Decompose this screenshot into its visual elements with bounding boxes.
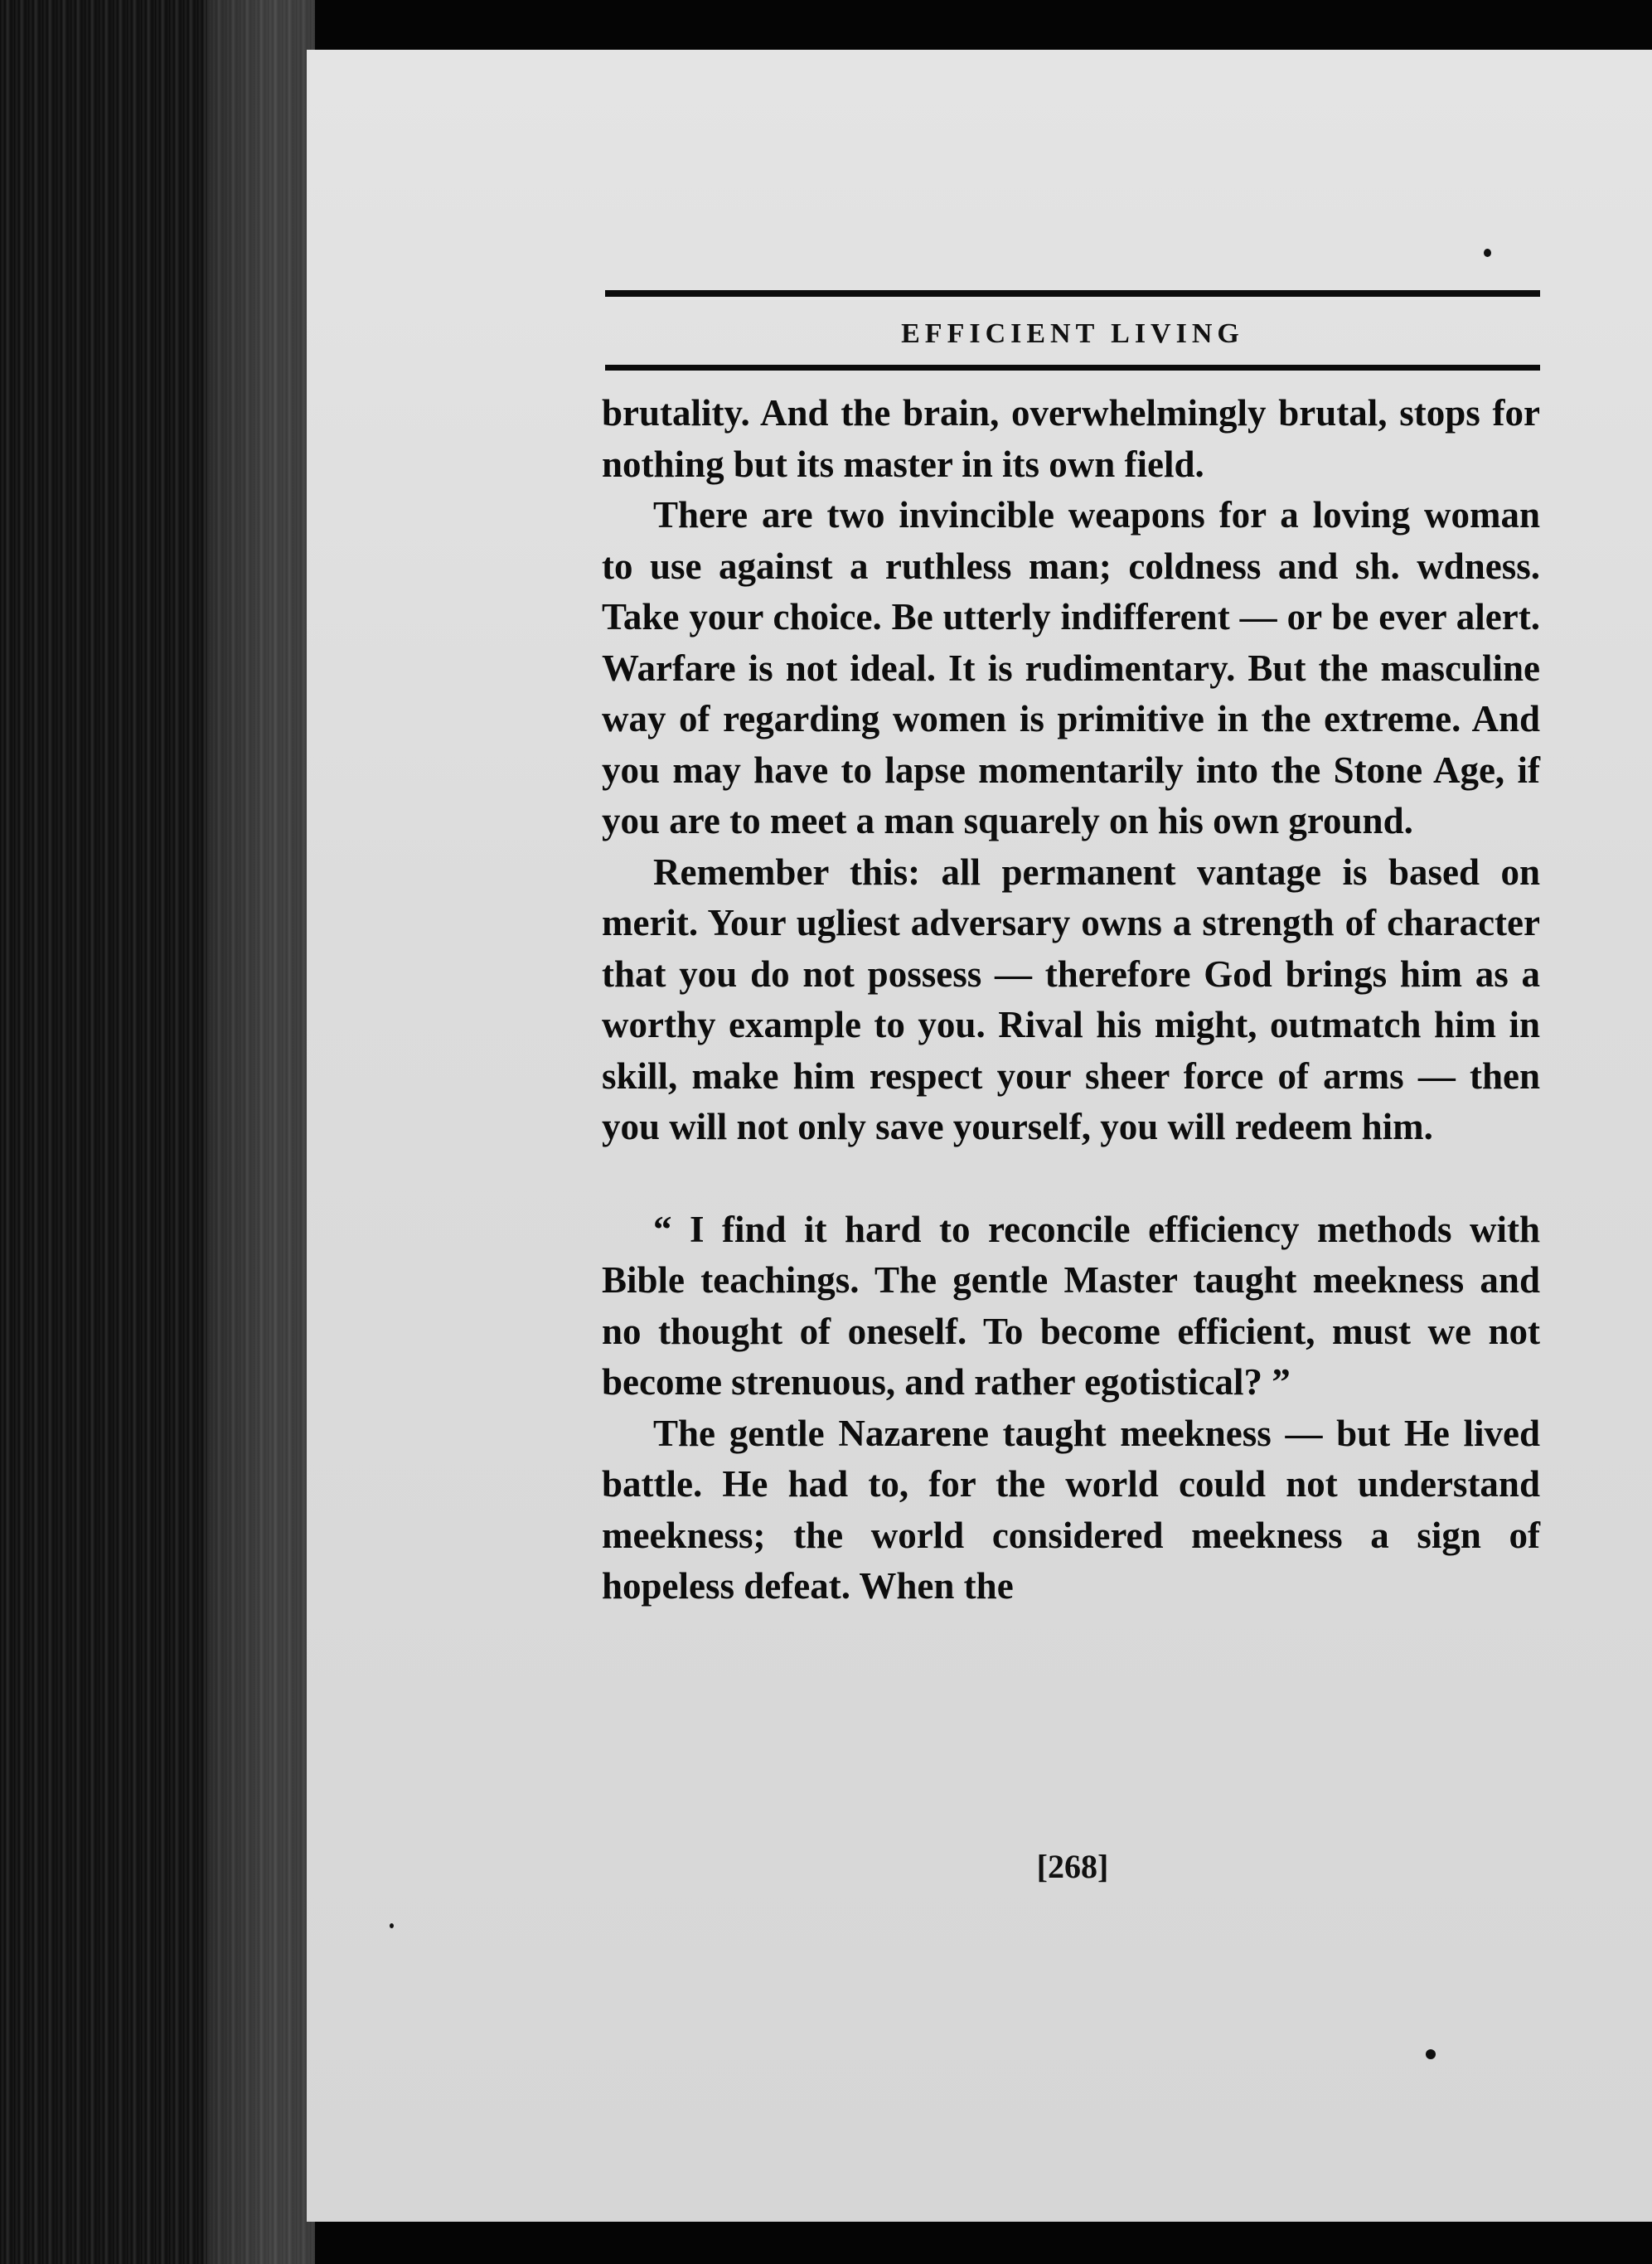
paragraph-answer: The gentle Nazarene taught meekness — but He lived battle. He had to, for the world could not understand meekness; the world considered meekness a sign of hopeless defeat. When the (602, 1412, 1540, 1607)
paragraph-question: “ I find it hard to reconcile efficiency methods with Bible teachings. The gentle Master taught meekness and no thought of oneself. To become efficient, must we not become strenuous, and rather egotistical? ” (602, 1208, 1540, 1403)
paragraph-continuation: brutality. And the brain, overwhelmingly brutal, stops for nothing but its master in its own field. (602, 392, 1540, 485)
header-top-rule (605, 290, 1540, 297)
speck-mark (1484, 249, 1491, 257)
book-binding-edge (0, 0, 315, 2264)
header-bottom-rule (605, 365, 1540, 371)
page-number: [268] (1036, 1848, 1109, 1885)
speck-mark (390, 1923, 394, 1928)
speck-mark (1426, 2049, 1436, 2059)
paragraph-weapons: There are two invincible weapons for a loving woman to use against a ruthless man; coldness and sh. wdness. Take your choice. Be utterly indifferent — or be ever alert. Warfare is not ideal. It is rudimentary. But the masculine way of regarding women is primitive in the extreme. And you may have to lapse momentarily into the Stone Age, if you are to meet a man squarely on his own ground. (602, 494, 1540, 841)
body-text (602, 388, 1540, 1612)
running-head-title: EFFICIENT LIVING (901, 318, 1244, 349)
paragraph-remember: Remember this: all permanent vantage is based on merit. Your ugliest adversary owns a strength of character that you do not possess — therefore God brings him as a worthy example to you. Rival his might, outmatch him in skill, make him respect your sheer force of arms — then you will not only save yourself, you will redeem him. (602, 851, 1540, 1147)
section-gap (602, 1153, 1540, 1205)
running-header (605, 290, 1540, 371)
